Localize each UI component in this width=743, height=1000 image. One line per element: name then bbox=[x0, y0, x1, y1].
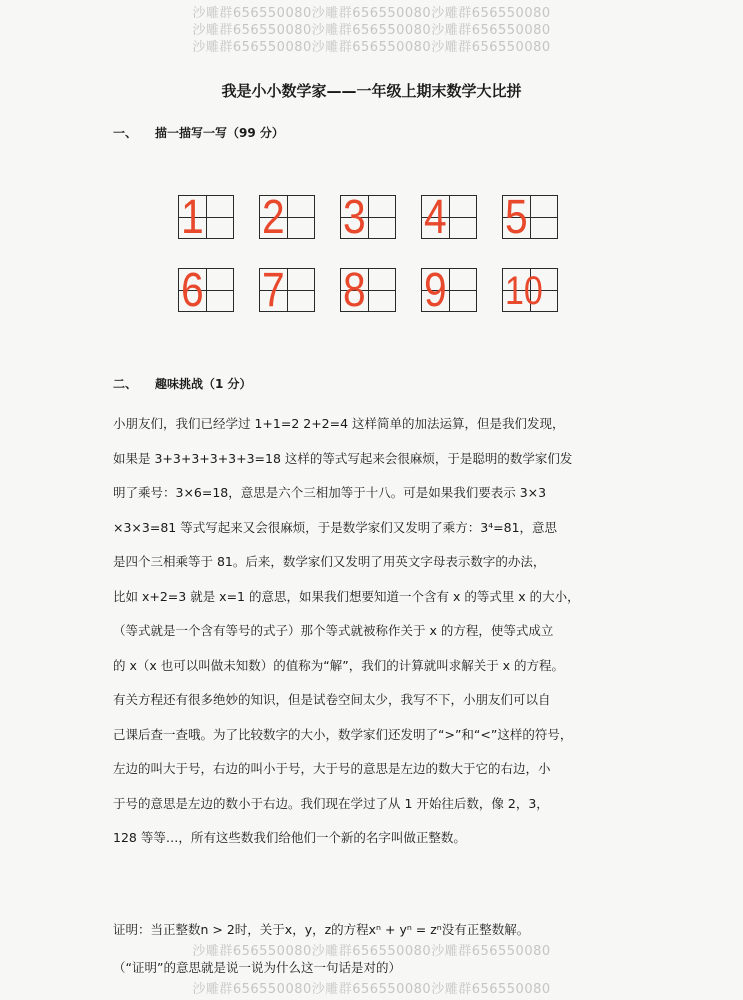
paragraph-line: ×3×3=81 等式写起来又会很麻烦，于是数学家们又发明了乘方：3⁴=81，意思 bbox=[113, 519, 558, 535]
writing-grid-cell bbox=[421, 191, 477, 244]
writing-grid-cell bbox=[178, 264, 234, 317]
writing-grid-cell bbox=[421, 264, 477, 317]
traced-digit: 7 bbox=[262, 264, 285, 317]
proof-statement: 证明：当正整数n > 2时，关于x，y，z的方程xⁿ + yⁿ = zⁿ没有正整数解。 bbox=[113, 922, 530, 937]
paragraph-line: 如果是 3+3+3+3+3+3=18 这样的等式写起来会很麻烦，于是聪明的数学家们发 bbox=[113, 450, 573, 466]
traced-digit: 4 bbox=[424, 191, 447, 244]
watermark-top-3: 沙雕群656550080沙雕群656550080沙雕群656550080 bbox=[192, 40, 551, 55]
paragraph-line: 左边的叫大于号，右边的叫小于号，大于号的意思是左边的数大于它的右边，小 bbox=[113, 761, 551, 776]
traced-digit: 3 bbox=[343, 191, 366, 244]
writing-grid-cell bbox=[259, 191, 315, 244]
section-2-number: 二、 bbox=[113, 377, 138, 391]
digit-row-1 bbox=[178, 191, 558, 244]
traced-digit: 8 bbox=[343, 264, 366, 317]
writing-grid-cell bbox=[502, 191, 558, 244]
section-2-title: 趣味挑战（1 分） bbox=[155, 377, 252, 391]
section-1-number: 一、 bbox=[113, 126, 138, 140]
paragraph-line: 有关方程还有很多绝妙的知识，但是试卷空间太少，我写不下，小朋友们可以自 bbox=[113, 692, 551, 707]
paragraph-line: （等式就是一个含有等号的式子）那个等式就被称作关于 x 的方程，使等式成立 bbox=[113, 623, 554, 638]
traced-digit: 10 bbox=[505, 269, 543, 313]
page-title: 我是小小数学家——一年级上期末数学大比拼 bbox=[221, 82, 522, 100]
paragraph-line: 于号的意思是左边的数小于右边。我们现在学过了从 1 开始往后数，像 2，3， bbox=[113, 795, 549, 811]
digit-row-2 bbox=[178, 264, 558, 317]
paragraph-line: 明了乘号：3×6=18，意思是六个三相加等于十八。可是如果我们要表示 3×3 bbox=[113, 485, 547, 500]
paragraph-line: 的 x（x 也可以叫做未知数）的值称为“解”，我们的计算就叫求解关于 x 的方程。 bbox=[113, 657, 565, 673]
paragraph-line: 己课后查一查哦。为了比较数字的大小，数学家们还发明了“>”和“<”这样的符号， bbox=[113, 726, 573, 742]
traced-digit: 6 bbox=[181, 264, 204, 317]
proof-note: （“证明”的意思就是说一说为什么这一句话是对的） bbox=[113, 960, 401, 975]
traced-digit: 2 bbox=[262, 191, 285, 244]
challenge-paragraph bbox=[113, 407, 633, 856]
writing-grid-cell bbox=[178, 191, 234, 244]
watermark-bottom-1: 沙雕群656550080沙雕群656550080沙雕群656550080 bbox=[192, 944, 551, 959]
writing-grid-cell bbox=[502, 268, 558, 312]
section-1-title: 描一描写一写（99 分） bbox=[155, 126, 284, 140]
section-1-heading bbox=[113, 124, 284, 141]
writing-grid-cell bbox=[259, 264, 315, 317]
traced-digit: 1 bbox=[181, 191, 204, 244]
section-2-heading bbox=[113, 375, 252, 392]
watermark-top-1: 沙雕群656550080沙雕群656550080沙雕群656550080 bbox=[192, 6, 551, 21]
paragraph-line: 是四个三相乘等于 81。后来，数学家们又发明了用英文字母表示数字的办法， bbox=[113, 554, 546, 569]
paragraph-line: 小朋友们，我们已经学过 1+1=2 2+2=4 这样简单的加法运算，但是我们发现， bbox=[113, 416, 565, 431]
traced-digit: 9 bbox=[424, 264, 447, 317]
watermark-bottom-2: 沙雕群656550080沙雕群656550080沙雕群656550080 bbox=[192, 982, 551, 997]
writing-grid-cell bbox=[340, 264, 396, 317]
writing-grid-cell bbox=[340, 191, 396, 244]
paragraph-line: 比如 x+2=3 就是 x=1 的意思，如果我们想要知道一个含有 x 的等式里 x 的大小， bbox=[113, 588, 580, 604]
watermark-top-2: 沙雕群656550080沙雕群656550080沙雕群656550080 bbox=[192, 23, 551, 38]
traced-digit: 5 bbox=[505, 191, 528, 244]
paragraph-line: 128 等等…，所有这些数我们给他们一个新的名字叫做正整数。 bbox=[113, 830, 466, 845]
